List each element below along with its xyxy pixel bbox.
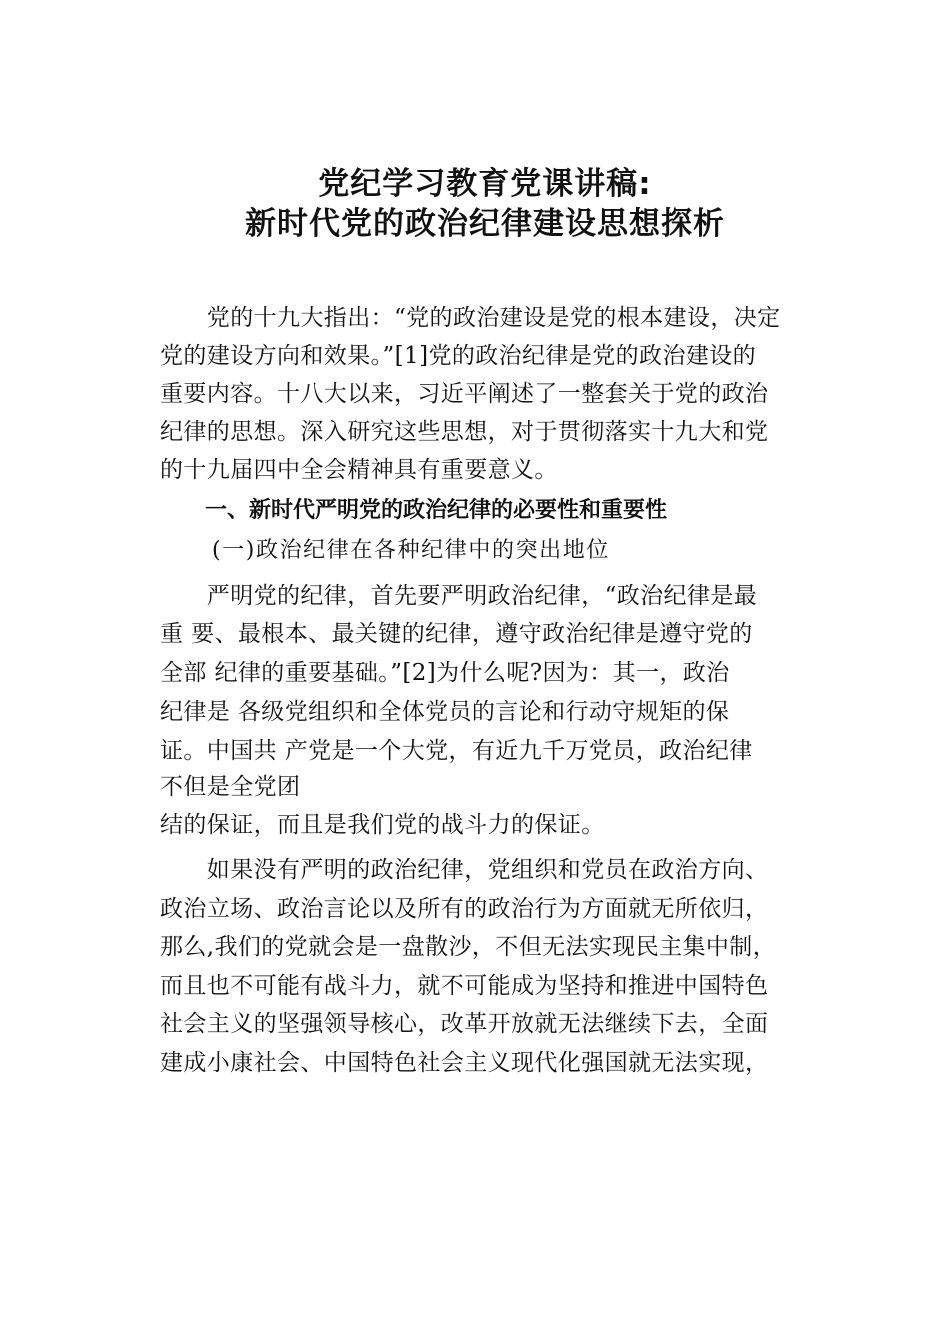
paragraph-line: 纪律是 各级党组织和全体党员的言论和行动守规矩的保 — [160, 699, 730, 725]
paragraph-line: 重 要、最根本、最关键的纪律，遵守政治纪律是遵守党的 — [160, 621, 753, 647]
paragraph-line: 结的保证，而且是我们党的战斗力的保证。 — [160, 812, 605, 838]
paragraph-line: 政治立场、政治言论以及所有的政治行为方面就无所依归， — [160, 896, 769, 922]
paragraph-line: 证。中国共 产党是一个大党，有近九千万党员，政治纪律 — [160, 738, 753, 764]
paragraph-line: 社会主义的坚强领导核心，改革开放就无法继续下去，全面 — [160, 1011, 769, 1037]
paragraph-line: 如果没有严明的政治纪律，党组织和党员在政治方向、 — [160, 857, 769, 883]
paragraph-line: 那么,我们的党就会是一盘散沙，不但无法实现民主集中制， — [160, 934, 777, 960]
paragraph-line: 的十九届四中全会精神具有重要意义。 — [160, 457, 558, 483]
document-title-line-1: 党纪学习教育党课讲稿: — [318, 166, 652, 202]
paragraph-line: 重要内容。十八大以来，习近平阐述了一整套关于党的政治 — [160, 381, 769, 407]
paragraph-line: 而且也不可能有战斗力，就不可能成为坚持和推进中国特色 — [160, 973, 769, 999]
section-heading-1: 一、新时代严明党的政治纪律的必要性和重要性 — [205, 498, 668, 523]
paragraph-line: 不但是全党团 — [160, 774, 301, 800]
document-title-line-2: 新时代党的政治纪律建设思想探析 — [245, 206, 725, 242]
paragraph-line: 全部 纪律的重要基础。”[2]为什么呢?因为：其一，政治 — [160, 660, 730, 686]
paragraph-line: 严明党的纪律，首先要严明政治纪律，“政治纪律是最 — [160, 583, 758, 609]
paragraph-line: 党的建设方向和效果。”[1]党的政治纪律是党的政治建设的 — [160, 343, 757, 369]
paragraph-line: 纪律的思想。深入研究这些思想，对于贯彻落实十九大和党 — [160, 419, 769, 445]
subsection-heading-1: (一)政治纪律在各种纪律中的突出地位 — [212, 538, 610, 563]
paragraph-line: 党的十九大指出：“党的政治建设是党的根本建设，决定 — [160, 305, 781, 331]
paragraph-line: 建成小康社会、中国特色社会主义现代化强国就无法实现， — [160, 1050, 769, 1076]
